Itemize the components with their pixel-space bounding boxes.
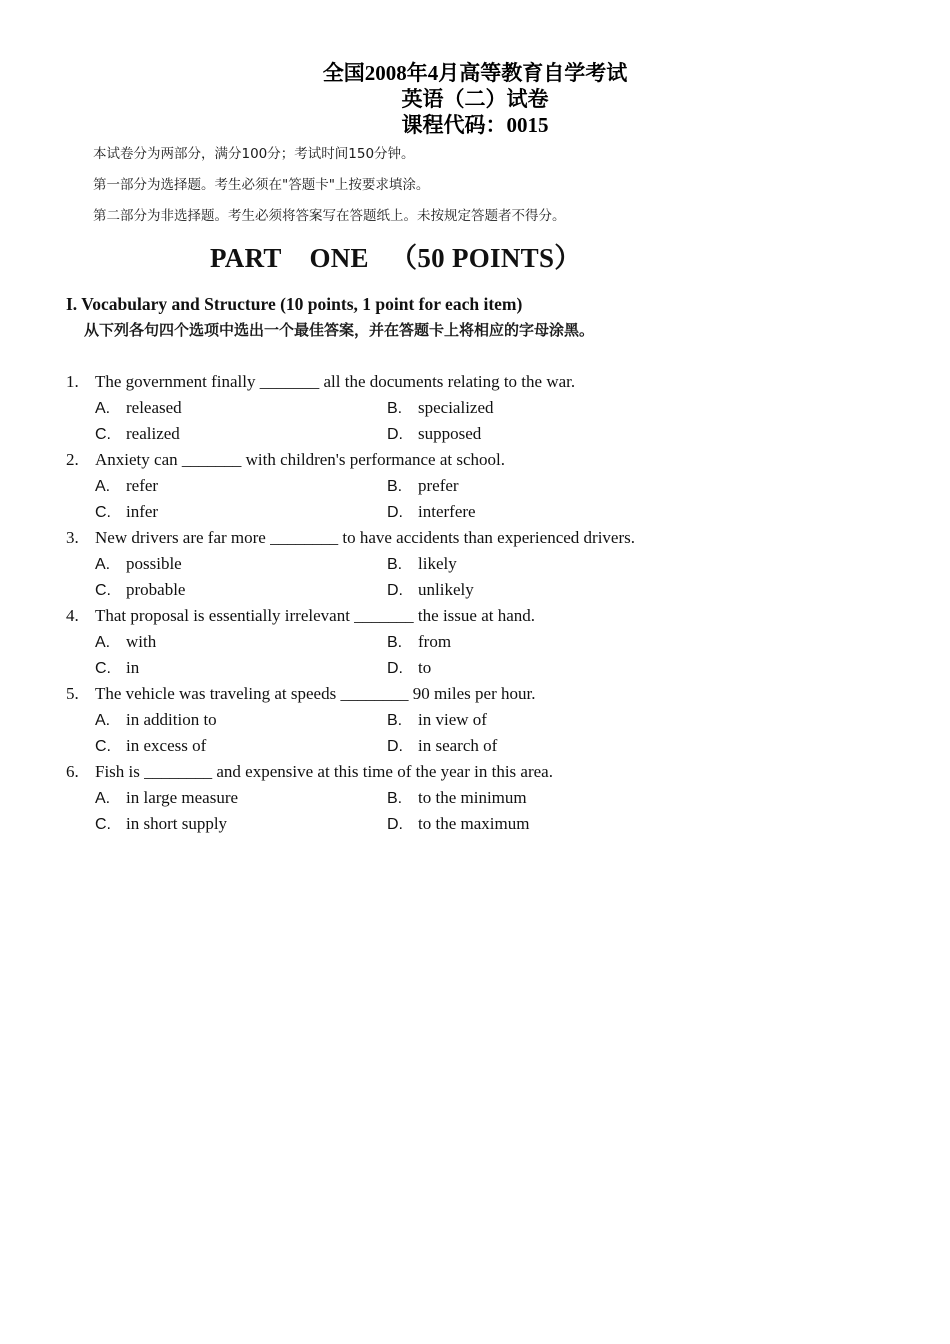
option-letter: A. <box>95 400 111 417</box>
option-letter: B. <box>387 400 403 417</box>
option-text: from <box>418 632 452 651</box>
exam-subject: 英语（二）试卷 <box>401 87 549 111</box>
option-b[interactable] <box>387 785 527 812</box>
option-letter: D. <box>387 504 403 521</box>
option-a[interactable] <box>95 473 158 500</box>
option-b[interactable] <box>387 629 451 656</box>
option-text: to <box>418 658 432 677</box>
option-letter: A. <box>95 712 111 729</box>
option-b[interactable] <box>387 395 494 422</box>
exam-notes <box>93 143 893 236</box>
question-6 <box>66 759 886 837</box>
exam-header <box>0 60 950 138</box>
section-instruction: 从下列各句四个选项中选出一个最佳答案，并在答题卡上将相应的字母涂黑。 <box>84 321 595 339</box>
question-stem: The vehicle was traveling at speeds ________ 90 miles per hour. <box>95 684 536 703</box>
option-c[interactable] <box>95 577 185 604</box>
question-2 <box>66 447 886 525</box>
option-letter: C. <box>95 816 111 833</box>
option-a[interactable] <box>95 785 238 812</box>
option-letter: A. <box>95 634 111 651</box>
option-text: unlikely <box>418 580 474 599</box>
note-line: 本试卷分为两部分，满分100分；考试时间150分钟。 <box>93 146 415 162</box>
option-letter: D. <box>387 816 403 833</box>
question-stem: Fish is ________ and expensive at this time of the year in this area. <box>95 762 553 781</box>
option-letter: D. <box>387 738 403 755</box>
option-text: in view of <box>418 710 487 729</box>
option-text: interfere <box>418 502 476 521</box>
option-letter: C. <box>95 504 111 521</box>
question-number: 6. <box>66 762 79 781</box>
option-text: in search of <box>418 736 498 755</box>
option-text: in addition to <box>126 710 217 729</box>
option-letter: A. <box>95 556 111 573</box>
option-text: realized <box>126 424 180 443</box>
option-d[interactable] <box>387 421 481 448</box>
option-text: in excess of <box>126 736 207 755</box>
option-d[interactable] <box>387 577 474 604</box>
option-letter: A. <box>95 790 111 807</box>
option-text: possible <box>126 554 182 573</box>
option-a[interactable] <box>95 551 182 578</box>
option-text: refer <box>126 476 159 495</box>
option-d[interactable] <box>387 733 497 760</box>
question-stem: That proposal is essentially irrelevant _______ the issue at hand. <box>95 606 536 625</box>
question-4 <box>66 603 886 681</box>
question-number: 1. <box>66 372 79 391</box>
question-number: 2. <box>66 450 79 469</box>
section-heading: I. Vocabulary and Structure (10 points, 1 point for each item) <box>66 294 523 314</box>
part-title: PART ONE （50 POINTS） <box>210 243 582 273</box>
exam-title: 全国2008年4月高等教育自学考试 <box>322 61 628 85</box>
option-b[interactable] <box>387 707 487 734</box>
note-line: 第一部分为选择题。考生必须在"答题卡"上按要求填涂。 <box>93 177 430 193</box>
option-text: specialized <box>418 398 494 417</box>
option-letter: C. <box>95 426 111 443</box>
option-text: likely <box>418 554 457 573</box>
option-text: in short supply <box>126 814 228 833</box>
option-letter: B. <box>387 634 403 651</box>
option-letter: B. <box>387 712 403 729</box>
option-b[interactable] <box>387 551 457 578</box>
question-3 <box>66 525 886 603</box>
note-line: 第二部分为非选择题。考生必须将答案写在答题纸上。未按规定答题者不得分。 <box>93 208 566 224</box>
option-a[interactable] <box>95 707 217 734</box>
option-letter: D. <box>387 426 403 443</box>
question-number: 4. <box>66 606 79 625</box>
option-text: infer <box>126 502 159 521</box>
option-a[interactable] <box>95 629 156 656</box>
option-letter: B. <box>387 556 403 573</box>
option-letter: D. <box>387 582 403 599</box>
option-letter: A. <box>95 478 111 495</box>
option-text: released <box>126 398 182 417</box>
question-5 <box>66 681 886 759</box>
option-d[interactable] <box>387 811 529 838</box>
option-text: to the minimum <box>418 788 527 807</box>
option-text: to the maximum <box>418 814 530 833</box>
option-text: in large measure <box>126 788 239 807</box>
option-a[interactable] <box>95 395 182 422</box>
option-letter: D. <box>387 660 403 677</box>
option-d[interactable] <box>387 655 431 682</box>
course-code: 课程代码：0015 <box>401 113 549 137</box>
question-number: 3. <box>66 528 79 547</box>
option-b[interactable] <box>387 473 459 500</box>
option-text: supposed <box>418 424 482 443</box>
question-stem: New drivers are far more ________ to have accidents than experienced drivers. <box>95 528 635 547</box>
option-text: with <box>126 632 157 651</box>
option-text: prefer <box>418 476 459 495</box>
option-c[interactable] <box>95 499 158 526</box>
option-c[interactable] <box>95 811 227 838</box>
question-number: 5. <box>66 684 79 703</box>
option-text: in <box>126 658 140 677</box>
option-letter: B. <box>387 790 403 807</box>
option-c[interactable] <box>95 421 180 448</box>
question-list <box>66 369 886 837</box>
option-d[interactable] <box>387 499 476 526</box>
option-letter: C. <box>95 660 111 677</box>
option-letter: B. <box>387 478 403 495</box>
option-text: probable <box>126 580 186 599</box>
question-1 <box>66 369 886 447</box>
option-letter: C. <box>95 582 111 599</box>
question-stem: Anxiety can _______ with children's performance at school. <box>95 450 506 469</box>
option-c[interactable] <box>95 733 206 760</box>
question-stem: The government finally _______ all the documents relating to the war. <box>95 372 576 391</box>
option-letter: C. <box>95 738 111 755</box>
option-c[interactable] <box>95 655 139 682</box>
